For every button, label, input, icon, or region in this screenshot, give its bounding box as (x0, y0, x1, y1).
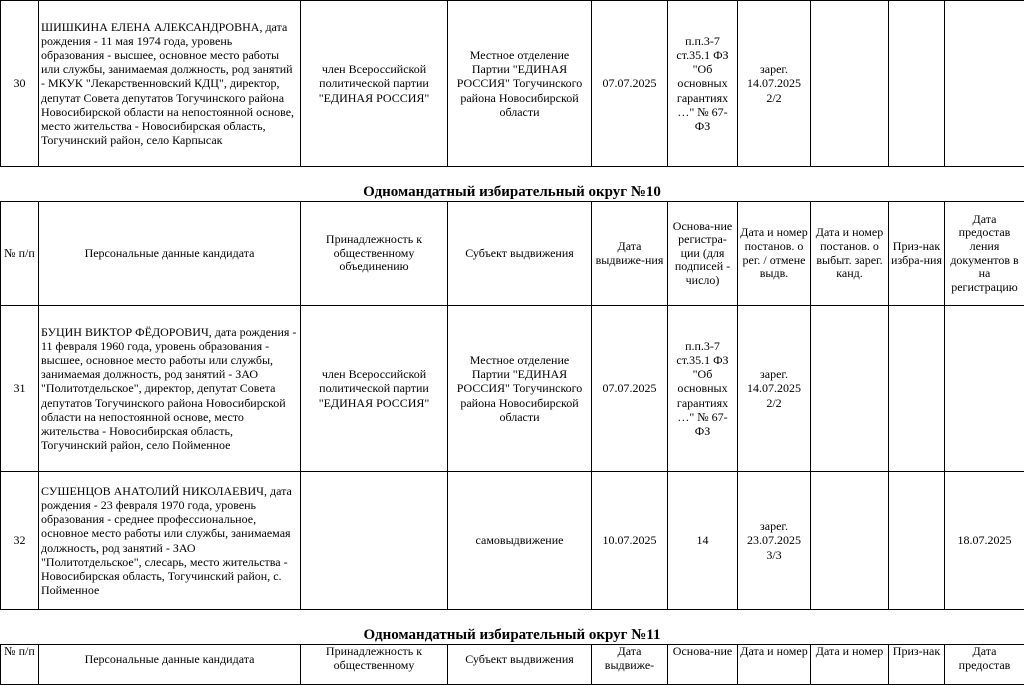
candidates-table-district-9-tail (0, 0, 1024, 167)
nomination-date: 07.07.2025 (592, 1, 668, 167)
withdrawal-decision (811, 306, 889, 472)
column-header: Дата и номер постанов. о рег. / отмене выдв. (738, 202, 811, 306)
candidate-nominator: Местное отделение Партии "ЕДИНАЯ РОССИЯ" Тогучинского района Новосибирской области (448, 306, 592, 472)
election-flag (889, 306, 945, 472)
nomination-date: 10.07.2025 (592, 472, 668, 610)
row-number: 32 (1, 472, 39, 610)
table-row (1, 472, 1024, 610)
withdrawal-decision (811, 472, 889, 610)
registration-basis: п.п.3-7 ст.35.1 ФЗ "Об основных гарантиях …" № 67-ФЗ (668, 306, 738, 472)
registration-decision: зарег. 14.07.2025 2/2 (738, 306, 811, 472)
documents-date (945, 306, 1024, 472)
column-header: Дата и номер (738, 645, 811, 685)
column-header: Принадлежность к общественному объединению (301, 202, 448, 306)
table-row (1, 1, 1024, 167)
candidate-membership (301, 472, 448, 610)
row-number: 30 (1, 1, 39, 167)
column-header: Основа-ние регистра-ции (для подписей - число) (668, 202, 738, 306)
column-header: Персональные данные кандидата (39, 645, 301, 685)
election-flag (889, 1, 945, 167)
withdrawal-decision (811, 1, 889, 167)
candidate-personal-data: ШИШКИНА ЕЛЕНА АЛЕКСАНДРОВНА, дата рождения - 11 мая 1974 года, уровень образования - высшее, основное место работы или службы, занимаемая должность, род занятий - МКУК "Лекарственновский КДЦ", директор, депутат Совета депутатов Тогучинского района Новосибирской области на непостоянной основе, место жительства - Новосибирская область, Тогучинский район, село Карпысак (39, 1, 301, 167)
column-header: Дата выдвиже-ния (592, 202, 668, 306)
column-header: Приз-нак (889, 645, 945, 685)
candidates-table-district-10 (0, 201, 1024, 610)
table-row (1, 306, 1024, 472)
column-header: Дата предостав ления документов в на регистрацию (945, 202, 1024, 306)
column-header: Основа-ние (668, 645, 738, 685)
registration-decision: зарег. 23.07.2025 3/3 (738, 472, 811, 610)
row-number: 31 (1, 306, 39, 472)
column-header: № п/п (1, 202, 39, 306)
candidate-membership: член Всероссийской политической партии "ЕДИНАЯ РОССИЯ" (301, 306, 448, 472)
nomination-date: 07.07.2025 (592, 306, 668, 472)
table-header-row (1, 645, 1024, 685)
candidate-membership: член Всероссийской политической партии "ЕДИНАЯ РОССИЯ" (301, 1, 448, 167)
election-flag (889, 472, 945, 610)
candidate-personal-data: СУШЕНЦОВ АНАТОЛИЙ НИКОЛАЕВИЧ, дата рождения - 23 февраля 1970 года, уровень образования - среднее профессиональное, основное место работы или службы, занимаемая должность, род занятий - ЗАО "Политотдельское", слесарь, место жительства - Новосибирская область, Тогучинский район, с. Пойменное (39, 472, 301, 610)
column-header: Дата и номер (811, 645, 889, 685)
district-heading: Одномандатный избирательный округ №11 (0, 626, 1024, 644)
documents-date: 18.07.2025 (945, 472, 1024, 610)
district-heading: Одномандатный избирательный округ №10 (0, 183, 1024, 201)
registration-basis: п.п.3-7 ст.35.1 ФЗ "Об основных гарантиях …" № 67-ФЗ (668, 1, 738, 167)
table-header-row (1, 202, 1024, 306)
candidates-table-district-11 (0, 644, 1024, 685)
column-header: Дата и номер постанов. о выбыт. зарег. канд. (811, 202, 889, 306)
candidate-nominator: самовыдвижение (448, 472, 592, 610)
column-header: Субъект выдвижения (448, 645, 592, 685)
registration-decision: зарег. 14.07.2025 2/2 (738, 1, 811, 167)
candidate-personal-data: БУЦИН ВИКТОР ФЁДОРОВИЧ, дата рождения - 11 февраля 1960 года, уровень образования - высшее, основное место работы или службы, занимаемая должность, род занятий - ЗАО "Политотдельское", директор, депутат Совета депутатов Тогучинского района Новосибирской области на непостоянной основе, место жительства - Новосибирская область, Тогучинский район, село Пойменное (39, 306, 301, 472)
column-header: Приз-нак избра-ния (889, 202, 945, 306)
column-header: Дата предостав (945, 645, 1024, 685)
documents-date (945, 1, 1024, 167)
candidate-nominator: Местное отделение Партии "ЕДИНАЯ РОССИЯ" Тогучинского района Новосибирской области (448, 1, 592, 167)
column-header: Субъект выдвижения (448, 202, 592, 306)
column-header: № п/п (1, 645, 39, 685)
column-header: Дата выдвиже- (592, 645, 668, 685)
registration-basis: 14 (668, 472, 738, 610)
column-header: Принадлежность к общественному (301, 645, 448, 685)
column-header: Персональные данные кандидата (39, 202, 301, 306)
